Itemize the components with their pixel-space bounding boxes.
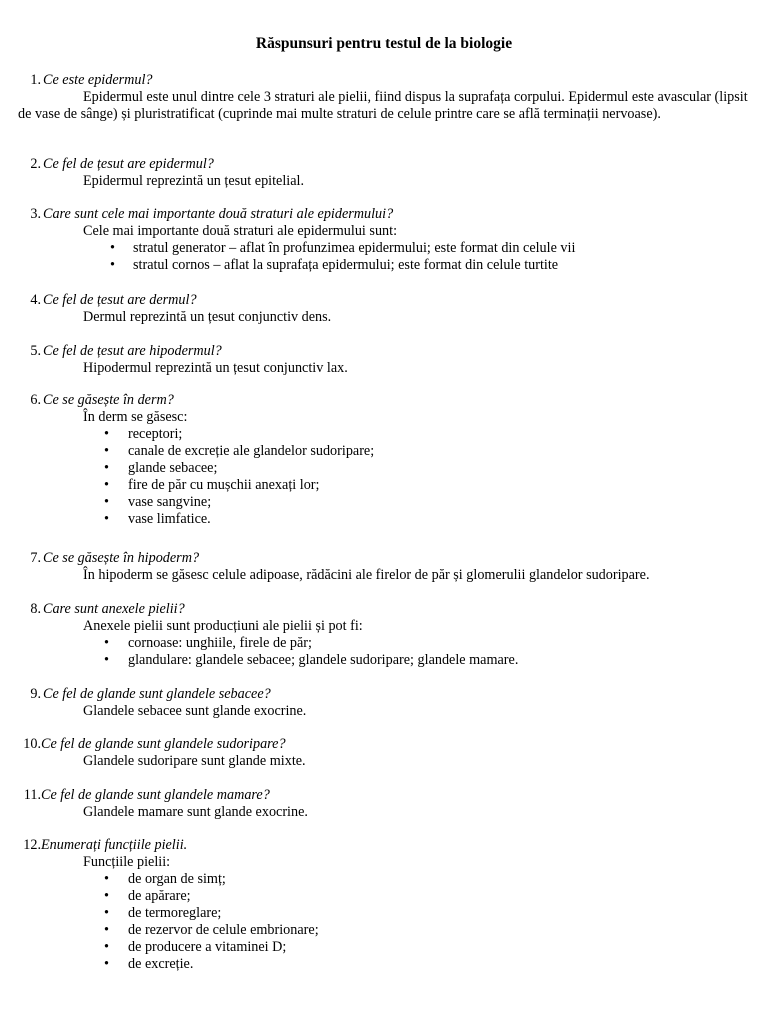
list-item: • de apărare; [0, 888, 768, 905]
question-text: Care sunt anexele pielii? [43, 601, 185, 617]
answer-text: Glandele sebacee sunt glande exocrine. [83, 703, 307, 719]
question-number: 4. [30, 292, 41, 308]
question-text: Ce este epidermul? [43, 72, 153, 88]
question-number: 1. [30, 72, 41, 88]
question-number: 8. [30, 601, 41, 617]
question-text: Ce se găsește în hipoderm? [43, 550, 200, 566]
list-item: • glande sebacee; [0, 460, 768, 477]
question-text: Ce fel de glande sunt glandele sudoripare? [41, 736, 286, 752]
list-item: • receptori; [0, 426, 768, 443]
question-text: Enumerați funcțiile pielii. [41, 837, 188, 853]
question-number: 6. [30, 392, 41, 408]
question-3 [0, 206, 768, 274]
question-4 [0, 292, 768, 326]
answer-text: Epidermul este unul dintre cele 3 straturi ale pielii, fiind dispus la suprafața corpului. Epidermul este avascular (lipsit de vase de sânge) și pluristratificat (cuprinde mai multe straturi de celule printre care se află terminații nervoase). [18, 89, 748, 122]
question-number: 9. [30, 686, 41, 702]
answer-bullet-list [0, 635, 768, 669]
answer-text: Glandele mamare sunt glande exocrine. [83, 804, 308, 820]
question-text: Ce fel de glande sunt glandele sebacee? [43, 686, 271, 702]
question-number: 11. [23, 787, 41, 803]
answer-bullet-list [0, 426, 768, 528]
list-item: • vase limfatice. [0, 511, 768, 528]
list-item: • de termoreglare; [0, 905, 768, 922]
question-10 [0, 736, 768, 770]
answer-text: Hipodermul reprezintă un țesut conjunctiv lax. [83, 360, 348, 376]
question-11 [0, 787, 768, 821]
question-text: Care sunt cele mai importante două straturi ale epidermului? [43, 206, 394, 222]
answer-bullet-list [0, 240, 768, 274]
list-item: • stratul generator – aflat în profunzimea epidermului; este format din celule vii [0, 240, 768, 257]
question-number: 3. [30, 206, 41, 222]
answer-text: Epidermul reprezintă un țesut epitelial. [83, 173, 305, 189]
answer-text: Anexele pielii sunt producțiuni ale pielii și pot fi: [83, 618, 363, 634]
question-number: 2. [30, 156, 41, 172]
answer-text: Cele mai importante două straturi ale epidermului sunt: [83, 223, 398, 239]
answer-text: Funcțiile pielii: [83, 854, 171, 870]
list-item: • glandulare: glandele sebacee; glandele sudoripare; glandele mamare. [0, 652, 768, 669]
answer-text: În derm se găsesc: [83, 409, 188, 425]
list-item: • de producere a vitaminei D; [0, 939, 768, 956]
question-text: Ce fel de glande sunt glandele mamare? [41, 787, 270, 803]
question-1 [0, 72, 768, 123]
question-9 [0, 686, 768, 720]
question-6 [0, 392, 768, 528]
question-text: Ce fel de țesut are epidermul? [43, 156, 214, 172]
question-text: Ce fel de țesut are dermul? [43, 292, 197, 308]
list-item: • stratul cornos – aflat la suprafața epidermului; este format din celule turtite [0, 257, 768, 274]
answer-bullet-list [0, 871, 768, 973]
question-12 [0, 837, 768, 973]
question-7 [0, 550, 768, 584]
question-text: Ce se găsește în derm? [43, 392, 174, 408]
question-number: 12. [23, 837, 41, 853]
document-title: Răspunsuri pentru testul de la biologie [255, 35, 513, 52]
answer-text: Glandele sudoripare sunt glande mixte. [83, 753, 306, 769]
list-item: • de rezervor de celule embrionare; [0, 922, 768, 939]
question-8 [0, 601, 768, 669]
question-number: 7. [30, 550, 41, 566]
list-item: • canale de excreție ale glandelor sudoripare; [0, 443, 768, 460]
answer-text: În hipoderm se găsesc celule adipoase, rădăcini ale firelor de păr și glomerulii glandelor sudoripare. [83, 567, 650, 583]
list-item: • vase sangvine; [0, 494, 768, 511]
question-5 [0, 343, 768, 377]
list-item: • de organ de simț; [0, 871, 768, 888]
answer-text: Dermul reprezintă un țesut conjunctiv dens. [83, 309, 332, 325]
list-item: • fire de păr cu mușchii anexați lor; [0, 477, 768, 494]
list-item: • cornoase: unghiile, firele de păr; [0, 635, 768, 652]
question-text: Ce fel de țesut are hipodermul? [43, 343, 222, 359]
question-number: 10. [23, 736, 41, 752]
list-item: • de excreție. [0, 956, 768, 973]
question-number: 5. [30, 343, 41, 359]
question-2 [0, 156, 768, 190]
